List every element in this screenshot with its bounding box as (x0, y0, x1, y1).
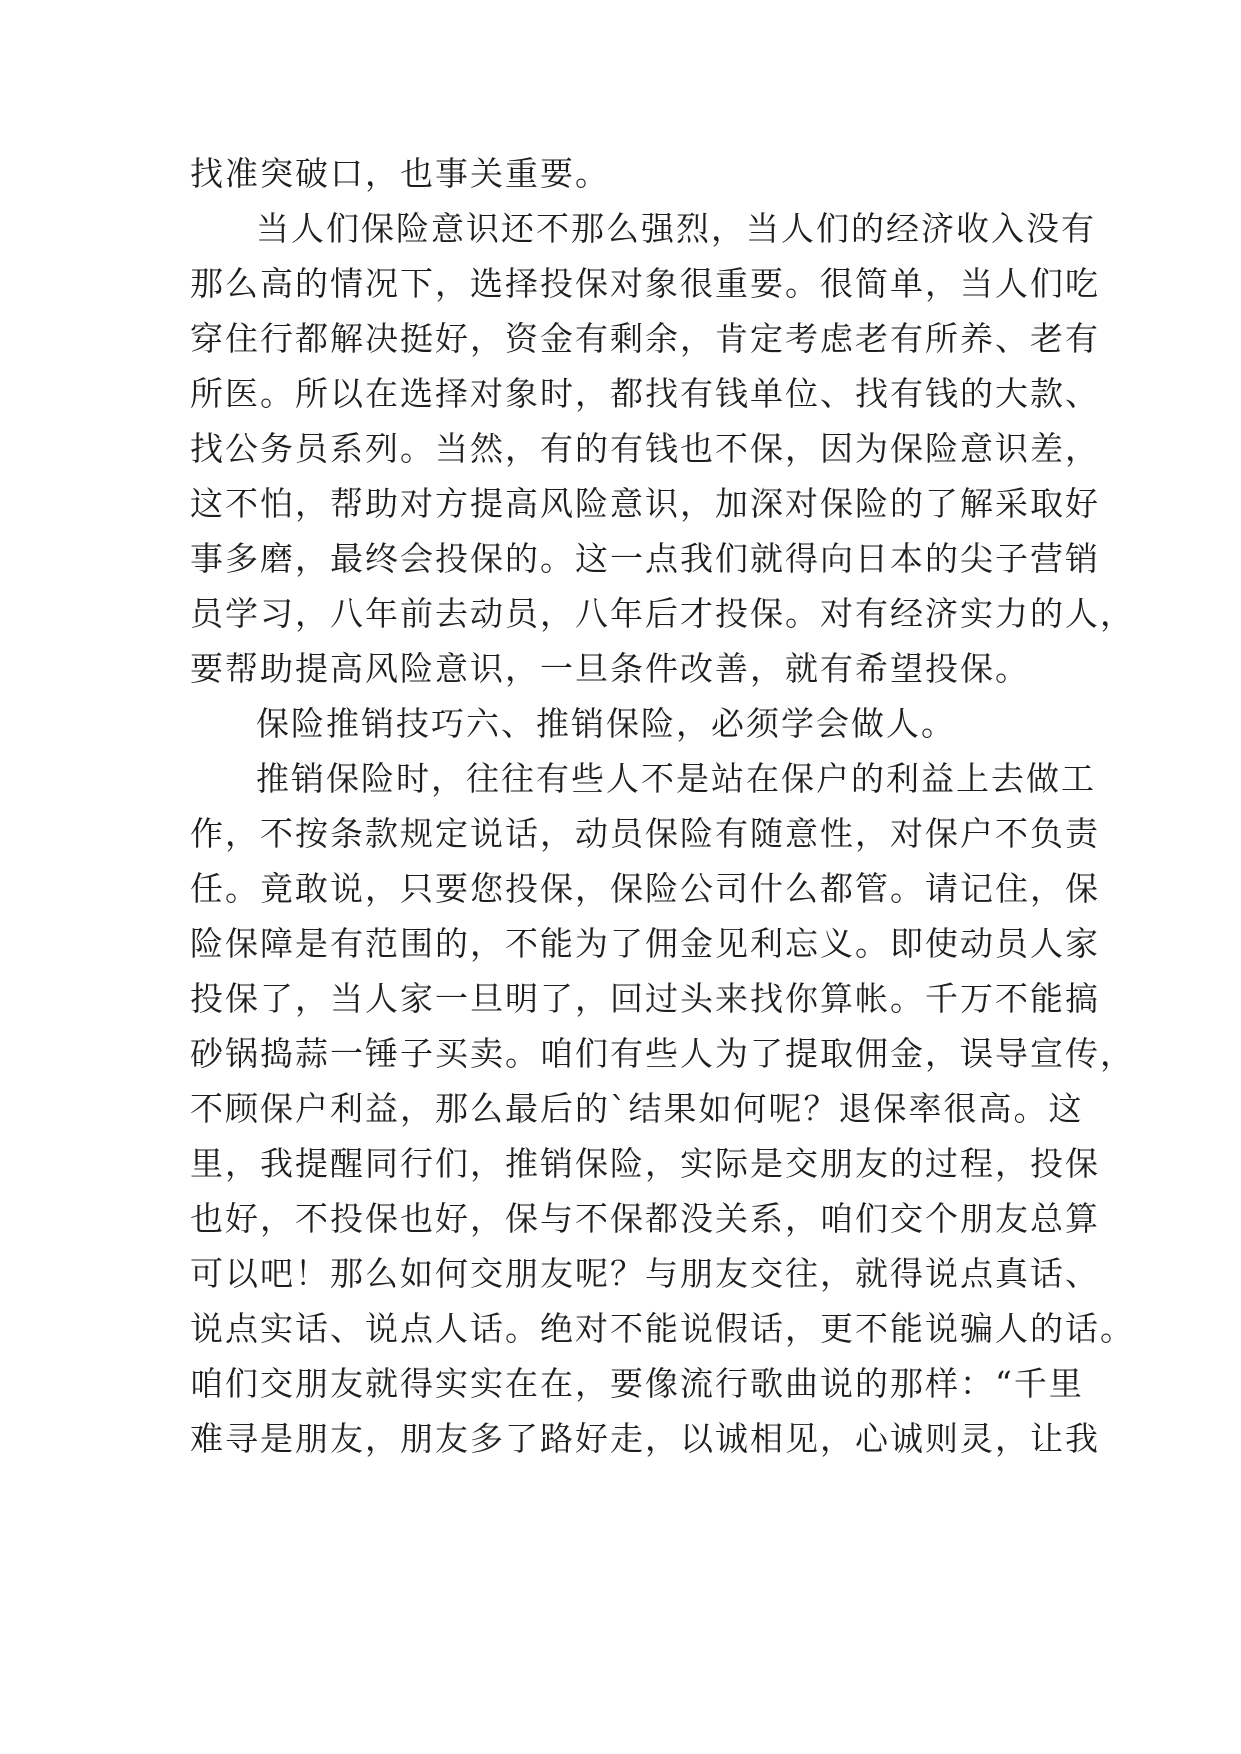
text-line: 所医。所以在选择对象时，都找有钱单位、找有钱的大款、 (190, 374, 1100, 413)
text-line: 找准突破口，也事关重要。 (190, 154, 610, 193)
text-line: 险保障是有范围的，不能为了佣金见利忘义。即使动员人家 (190, 924, 1100, 963)
text-line: 员学习，八年前去动员，八年后才投保。对有经济实力的人， (190, 594, 1135, 633)
text-line: 可以吧！那么如何交朋友呢？与朋友交往，就得说点真话、 (190, 1254, 1100, 1293)
section-heading-line: 保险推销技巧六、推销保险，必须学会做人。 (256, 704, 956, 743)
text-line: 要帮助提高风险意识，一旦条件改善，就有希望投保。 (190, 649, 1030, 688)
text-line: 作，不按条款规定说话，动员保险有随意性，对保户不负责 (190, 814, 1100, 853)
text-line: 投保了，当人家一旦明了，回过头来找你算帐。千万不能搞 (190, 979, 1100, 1018)
text-line: 难寻是朋友，朋友多了路好走，以诚相见，心诚则灵，让我 (190, 1419, 1100, 1458)
text-line: 这不怕，帮助对方提高风险意识，加深对保险的了解采取好 (190, 484, 1100, 523)
text-line: 里，我提醒同行们，推销保险，实际是交朋友的过程，投保 (190, 1144, 1100, 1183)
text-line: 找公务员系列。当然，有的有钱也不保，因为保险意识差， (190, 429, 1100, 468)
text-line: 也好，不投保也好，保与不保都没关系，咱们交个朋友总算 (190, 1199, 1100, 1238)
text-line: 咱们交朋友就得实实在在，要像流行歌曲说的那样：“千里 (190, 1364, 1084, 1403)
text-line: 事多磨，最终会投保的。这一点我们就得向日本的尖子营销 (190, 539, 1100, 578)
paragraph-start-line: 推销保险时，往往有些人不是站在保户的利益上去做工 (256, 759, 1096, 798)
paragraph-start-line: 当人们保险意识还不那么强烈，当人们的经济收入没有 (256, 209, 1096, 248)
text-line: 穿住行都解决挺好，资金有剩余，肯定考虑老有所养、老有 (190, 319, 1100, 358)
text-line: 任。竟敢说，只要您投保，保险公司什么都管。请记住，保 (190, 869, 1100, 908)
text-line: 砂锅捣蒜一锤子买卖。咱们有些人为了提取佣金，误导宣传， (190, 1034, 1135, 1073)
text-line: 那么高的情况下，选择投保对象很重要。很简单，当人们吃 (190, 264, 1100, 303)
text-line: 不顾保户利益，那么最后的`结果如何呢？退保率很高。这 (190, 1089, 1084, 1128)
text-line: 说点实话、说点人话。绝对不能说假话，更不能说骗人的话。 (190, 1309, 1135, 1348)
